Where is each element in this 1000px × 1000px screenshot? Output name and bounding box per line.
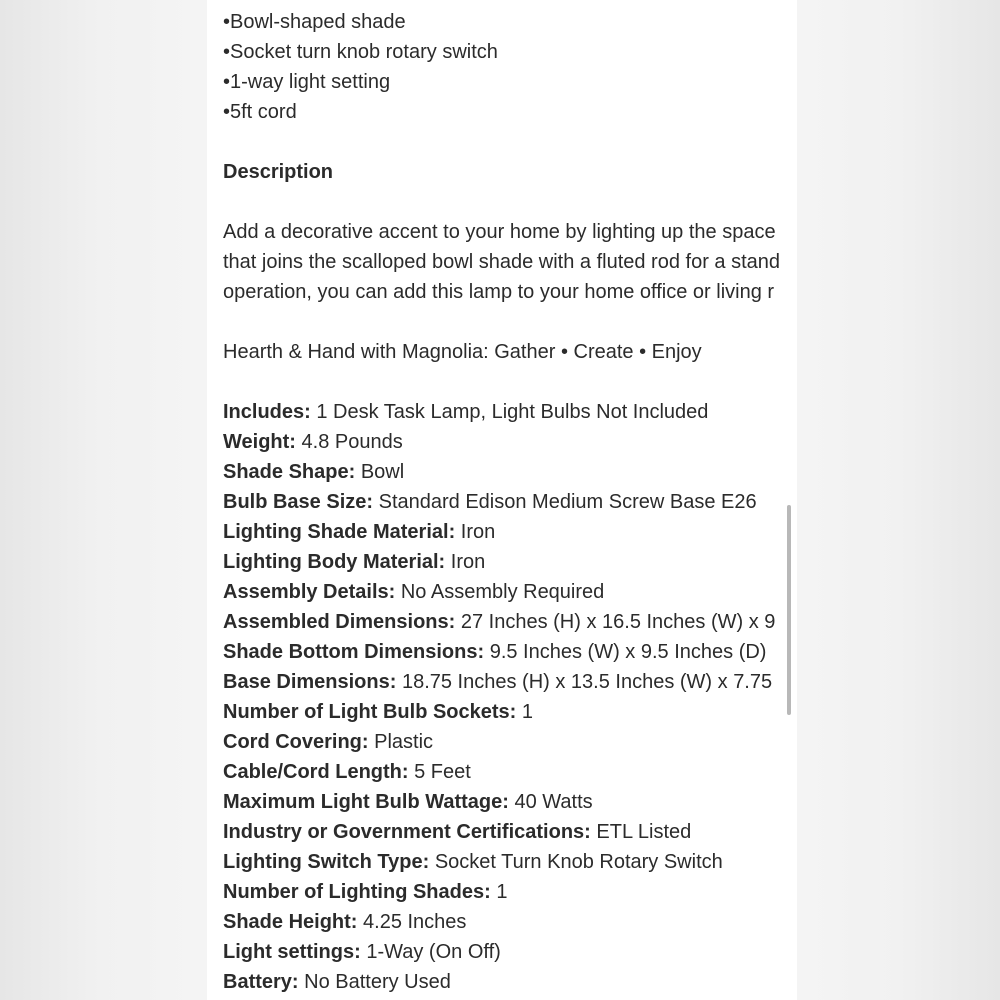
spec-label: Number of Light Bulb Sockets: <box>223 701 517 723</box>
feature-item: •1-way light setting <box>223 71 391 93</box>
feature-item: •Bowl-shaped shade <box>223 11 406 33</box>
spec-value: 1 Desk Task Lamp, Light Bulbs Not Included <box>310 401 709 423</box>
spec-label: Assembly Details: <box>223 581 396 603</box>
spec-row <box>223 817 797 847</box>
spec-label: Shade Shape: <box>223 461 356 483</box>
spec-row <box>223 637 797 667</box>
spec-value: 4.8 Pounds <box>295 431 403 453</box>
spec-row <box>223 547 797 577</box>
product-details-page[interactable] <box>207 0 797 1000</box>
description-line: operation, you can add this lamp to your home office or living r <box>223 281 775 303</box>
spec-value: No Battery Used <box>298 971 451 993</box>
spec-row <box>223 727 797 757</box>
spec-value: Bowl <box>355 461 405 483</box>
spec-row <box>223 877 797 907</box>
spec-label: Includes: <box>223 401 311 423</box>
feature-item: •5ft cord <box>223 101 297 123</box>
spec-label: Cord Covering: <box>223 731 369 753</box>
spec-value: 1 <box>490 881 508 903</box>
spec-label: Shade Height: <box>223 911 358 933</box>
spec-row <box>223 907 797 937</box>
spec-value: 27 Inches (H) x 16.5 Inches (W) x 9 <box>455 611 776 633</box>
spec-row <box>223 577 797 607</box>
spec-value: 9.5 Inches (W) x 9.5 Inches (D) <box>484 641 767 663</box>
description-line: Add a decorative accent to your home by lighting up the space <box>223 221 776 243</box>
spec-row <box>223 427 797 457</box>
description-heading: Description <box>223 161 334 183</box>
spec-label: Maximum Light Bulb Wattage: <box>223 791 509 813</box>
brand-tagline: Hearth & Hand with Magnolia: Gather • Create • Enjoy <box>223 341 702 363</box>
spec-row <box>223 517 797 547</box>
spec-value: Socket Turn Knob Rotary Switch <box>429 851 723 873</box>
spec-value: No Assembly Required <box>395 581 605 603</box>
spec-row <box>223 667 797 697</box>
spec-label: Lighting Switch Type: <box>223 851 430 873</box>
spec-row <box>223 457 797 487</box>
spec-value: Iron <box>445 551 486 573</box>
spec-label: Weight: <box>223 431 296 453</box>
spec-label: Bulb Base Size: <box>223 491 374 513</box>
spacer <box>223 307 797 337</box>
spec-row <box>223 847 797 877</box>
spec-value: ETL Listed <box>590 821 692 843</box>
spec-value: Standard Edison Medium Screw Base E26 <box>373 491 757 513</box>
spec-label: Number of Lighting Shades: <box>223 881 491 903</box>
product-details-content <box>223 7 797 997</box>
spec-label: Industry or Government Certifications: <box>223 821 591 843</box>
spacer <box>223 367 797 397</box>
spec-label: Assembled Dimensions: <box>223 611 456 633</box>
spec-row <box>223 397 797 427</box>
spec-row <box>223 787 797 817</box>
feature-item: •Socket turn knob rotary switch <box>223 41 498 63</box>
spacer <box>223 127 797 157</box>
spec-label: Lighting Shade Material: <box>223 521 456 543</box>
spec-row <box>223 967 797 997</box>
spec-row <box>223 607 797 637</box>
spec-label: Cable/Cord Length: <box>223 761 409 783</box>
spec-value: 1 <box>516 701 534 723</box>
spec-label: Shade Bottom Dimensions: <box>223 641 485 663</box>
vertical-scrollbar[interactable] <box>787 505 791 715</box>
spec-label: Light settings: <box>223 941 361 963</box>
description-line: that joins the scalloped bowl shade with a fluted rod for a stand <box>223 251 781 273</box>
spec-value: Plastic <box>368 731 434 753</box>
spec-label: Base Dimensions: <box>223 671 397 693</box>
spec-label: Lighting Body Material: <box>223 551 446 573</box>
spec-value: 18.75 Inches (H) x 13.5 Inches (W) x 7.75 <box>396 671 773 693</box>
spacer <box>223 187 797 217</box>
spec-value: 1-Way (On Off) <box>360 941 501 963</box>
spec-value: 5 Feet <box>408 761 471 783</box>
spec-value: 4.25 Inches <box>357 911 467 933</box>
spec-row <box>223 697 797 727</box>
spec-label: Battery: <box>223 971 299 993</box>
spec-row <box>223 487 797 517</box>
spec-value: Iron <box>455 521 496 543</box>
spec-value: 40 Watts <box>508 791 593 813</box>
spec-row <box>223 937 797 967</box>
spec-row <box>223 757 797 787</box>
